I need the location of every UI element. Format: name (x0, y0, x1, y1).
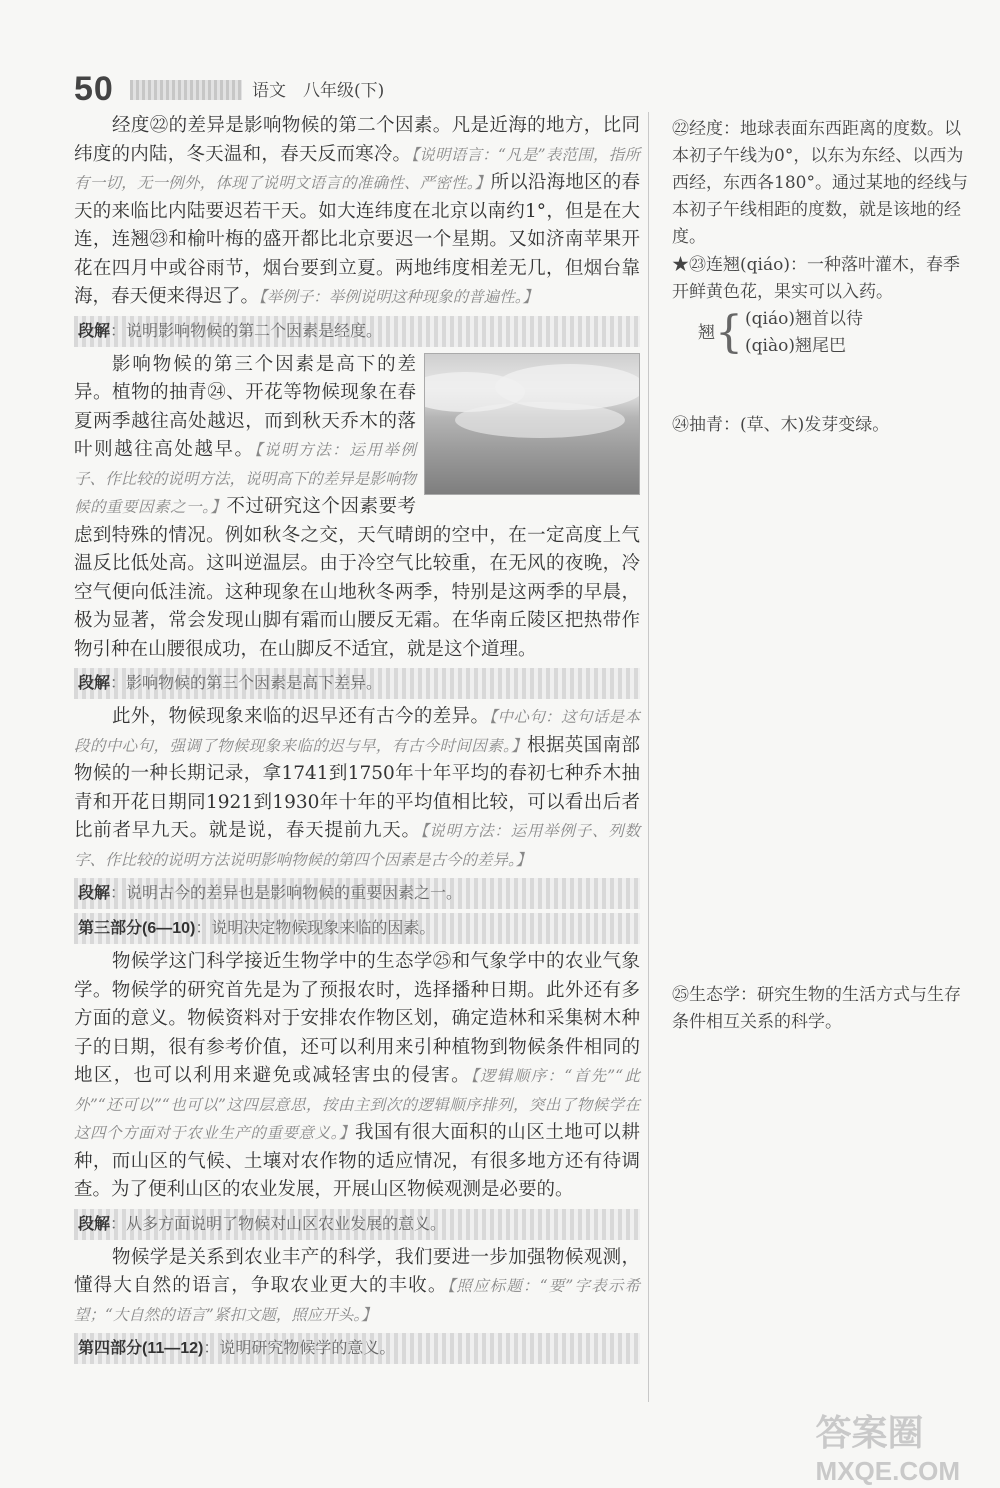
footnote-23: ★㉓连翘(qiáo)：一种落叶灌木，春季开鲜黄色花，果实可以入药。 翘 { (qiáo)翘首以待 (qiào)翘尾巴 (672, 252, 972, 360)
paragraph-2: 影响物候的第三个因素是高下的差异。植物的抽青㉔、开花等物候现象在春夏两季越往高处越迟，而到秋天乔木的落叶则越往高处越早。【说明方法：运用举例子、作比较的说明方法，说明高下的差异是影响物候的重要因素之一。】不过研究这个因素要考虑到特殊的情况。例如秋冬之交，天气晴朗的空中，在一定高度上气温反比低处高。这叫逆温层。由于冷空气比较重，在无风的夜晚，冷空气便向低洼流。这种现象在山地秋冬两季，特别是这两季的早晨，极为显著，常会发现山脚有霜而山腰反无霜。在华南丘陵区把热带作物引种在山腰很成功，在山脚反不适宜，就是这个道理。 (74, 353, 640, 660)
section-summary: 第三部分(6—10)：说明决定物候现象来临的因素。 (74, 913, 640, 944)
annotation: 【说明语言：“凡是”表范围，指所有一切，无一例外，体现了说明文语言的准确性、严密性。】 (74, 145, 640, 192)
header-band (130, 80, 242, 100)
paragraph-summary: 段解：说明影响物候的第二个因素是经度。 (74, 316, 640, 347)
paragraph-1: 经度㉒的差异是影响物候的第二个因素。凡是近海的地方，比同纬度的内陆，冬天温和，春天反而寒冷。【说明语言：“凡是”表范围，指所有一切，无一例外，体现了说明文语言的准确性、严密性。】所以沿海地区的春天的来临比内陆要迟若干天。如大连纬度在北京以南约1°，但是在大连，连翘㉓和榆叶梅的盛开都比北京要迟一个星期。又如济南苹果开花在四月中或谷雨节，烟台要到立夏。两地纬度相差无几，但烟台靠海，春天便来得迟了。【举例子：举例说明这种现象的普遍性。】 (74, 115, 640, 307)
footnote-24: ㉔抽青：(草、木)发芽变绿。 (672, 415, 890, 435)
paragraph-4: 物候学这门科学接近生物学中的生态学㉕和气象学中的农业气象学。物候学的研究首先是为了预报农时，选择播种日期。此外还有多方面的意义。物候资料对于安排农作物区划，确定造林和采集树木种子的日期，很有参考价值，还可以利用来引种植物到物候条件相同的地区，也可以利用来避免或减轻害虫的侵害。【逻辑顺序：“首先”“此外”“还可以”“也可以”这四层意思，按由主到次的逻辑顺序排列，突出了物候学在这四个方面对于农业生产的重要意义。】我国有很大面积的山区土地可以耕种，而山区的气候、土壤对农作物的适应情况，有很多地方还有待调查。为了便利山区的农业发展，开展山区物候观测是必要的。 (74, 951, 640, 1200)
brace-icon: { (715, 307, 743, 358)
main-text (74, 112, 640, 1368)
paragraph-5: 物候学是关系到农业丰产的科学，我们要进一步加强物候观测，懂得大自然的语言，争取农业更大的丰收。【照应标题：“要”字表示希望；“大自然的语言”紧扣文题，照应开头。】 (74, 1246, 640, 1324)
annotation: 【举例子：举例说明这种现象的普遍性。】 (259, 288, 539, 306)
annotation: 【说明方法：运用举例子、列数字、作比较的说明方法说明影响物候的第四个因素是古今的差异。】 (74, 822, 640, 869)
pronunciation-brace: 翘 { (qiáo)翘首以待 (qiào)翘尾巴 (698, 307, 863, 358)
paragraph-summary: 段解：从多方面说明了物候对山区农业发展的意义。 (74, 1209, 640, 1240)
paragraph-summary: 段解：影响物候的第三个因素是高下差异。 (74, 668, 640, 699)
subject-label: 语文 八年级(下) (252, 81, 385, 101)
footnote-22: ㉒经度：地球表面东西距离的度数。以本初子午线为0°，以东为东经、以西为西经，东西各180°。通过某地的经线与本初子午线相距的度数，就是该地的经度。 (672, 119, 968, 247)
site-watermark: 答案圈 MXQE.COM (815, 1412, 960, 1486)
section-summary: 第四部分(11—12)：说明研究物候学的意义。 (74, 1333, 640, 1364)
paragraph-3: 此外，物候现象来临的迟早还有古今的差异。【中心句：这句话是本段的中心句，强调了物候现象来临的迟与早，有古今时间因素。】根据英国南部物候的一种长期记录，拿1741到1750年十年平均的春初七种乔木抽青和开花日期同1921到1930年十年的平均值相比较，可以看出后者比前者早九天。就是说，春天提前九天。【说明方法：运用举例子、列数字、作比较的说明方法说明影响物候的第四个因素是古今的差异。】 (74, 706, 640, 869)
mountain-cloud-photo (424, 353, 640, 495)
footnote-25: ㉕生态学：研究生物的生活方式与生存条件相互关系的科学。 (672, 985, 961, 1032)
column-divider (648, 112, 649, 1402)
annotation: 【逻辑顺序：“首先”“此外”“还可以”“也可以”这四层意思，按由主到次的逻辑顺序排列，突出了物候学在这四个方面对于农业生产的重要意义。】 (74, 1067, 640, 1142)
paragraph-summary: 段解：说明古今的差异也是影响物候的重要因素之一。 (74, 878, 640, 909)
annotation: 【中心句：这句话是本段的中心句，强调了物候现象来临的迟与早，有古今时间因素。】 (74, 708, 640, 755)
annotation: 【照应标题：“要”字表示希望；“大自然的语言”紧扣文题，照应开头。】 (74, 1277, 640, 1324)
annotation: 【说明方法：运用举例子、作比较的说明方法，说明高下的差异是影响物候的重要因素之一。】 (74, 441, 416, 516)
page-number: 50 (74, 70, 114, 108)
